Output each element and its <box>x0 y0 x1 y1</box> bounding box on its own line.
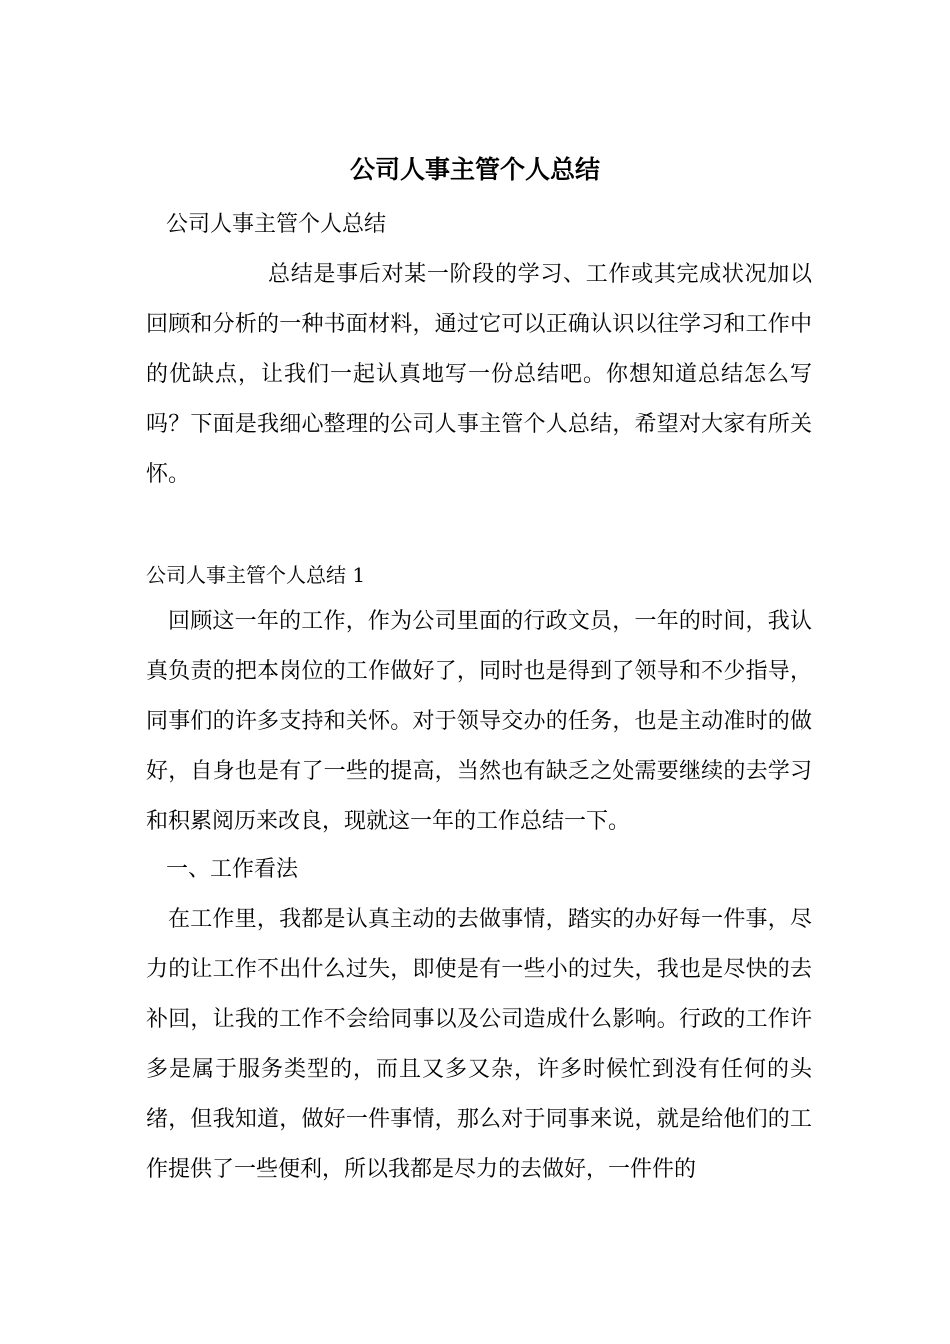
sub-heading-work-attitude: 一、工作看法 <box>166 857 299 882</box>
document-title: 公司人事主管个人总结 <box>349 155 600 184</box>
section-heading: 公司人事主管个人总结 1 <box>146 563 366 587</box>
body-paragraph-2: 在工作里，我都是认真主动的去做事情，踏实的办好每一件事，尽力的让工作不出什么过失，即使是有一些小的过失，我也是尽快的去补回，让我的工作不会给同事以及公司造成什么影响。行政的工作许多是属于服务类型的，而且又多又杂，许多时候忙到没有任何的头绪，但我知道，做好一件事情，那么对于同事来说，就是给他们的工作提供了一些便利，所以我都是尽力的去做好，一件件的 <box>146 907 812 1182</box>
body-paragraph-1: 回顾这一年的工作，作为公司里面的行政文员，一年的时间，我认真负责的把本岗位的工作做好了，同时也是得到了领导和不少指导，同事们的许多支持和关怀。对于领导交办的任务，也是主动准时的做好，自身也是有了一些的提高，当然也有缺乏之处需要继续的去学习和积累阅历来改良，现就这一年的工作总结一下。 <box>146 609 812 834</box>
document-subtitle: 公司人事主管个人总结 <box>166 212 387 237</box>
intro-paragraph: 总结是事后对某一阶段的学习、工作或其完成状况加以回顾和分析的一种书面材料，通过它可以正确认识以往学习和工作中的优缺点，让我们一起认真地写一份总结吧。你想知道总结怎么写吗？下面是我细心整理的公司人事主管个人总结，希望对大家有所关怀。 <box>146 262 812 487</box>
